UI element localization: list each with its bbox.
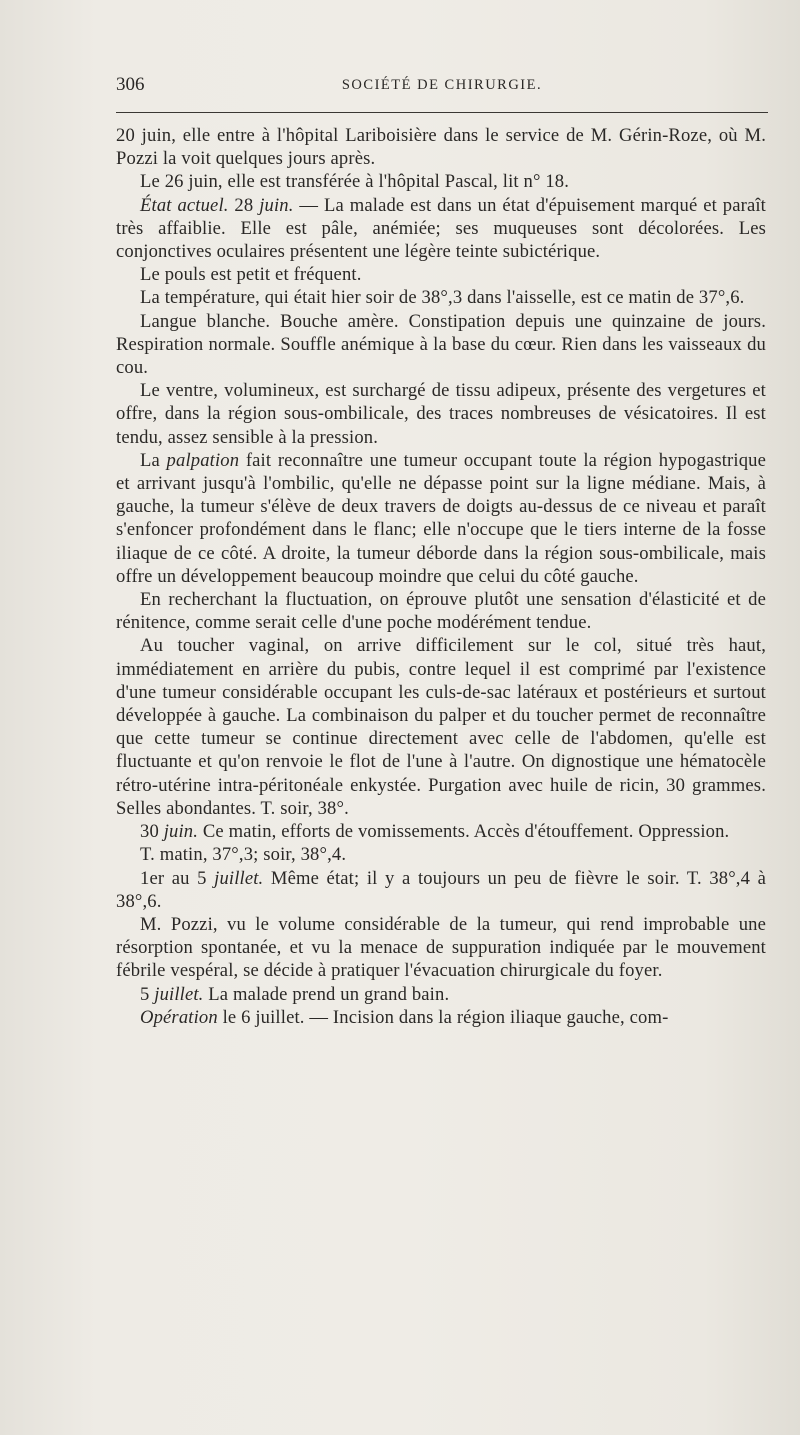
paragraph (116, 449, 766, 588)
paragraph (116, 1006, 766, 1029)
italic-text: juin. (163, 821, 199, 843)
italic-text: juillet. (214, 867, 264, 889)
paragraph (116, 913, 766, 983)
page-header (116, 74, 768, 96)
italic-text: juin. (259, 194, 294, 216)
text-run: 20 juin, elle entre à l'hôpital Lariboisière dans le service de M. Gérin-Roze, où M. Pozzi la voit quelques jours après. (116, 125, 766, 170)
italic-text: juillet. (154, 983, 204, 1005)
paragraph (116, 843, 766, 866)
running-title: SOCIÉTÉ DE CHIRURGIE. (341, 77, 543, 93)
text-run: En recherchant la fluctuation, on éprouve plutôt une sensation d'élasticité et de rénitence, comme serait celle d'une poche modérément tendue. (116, 589, 766, 634)
text-run: le 6 juillet. — Incision dans la région iliaque gauche, com- (217, 1006, 669, 1028)
paragraph (116, 194, 766, 264)
text-run: 28 (228, 194, 260, 216)
italic-text: État actuel. (140, 194, 229, 216)
text-run: La température, qui était hier soir de 38°,3 dans l'aisselle, est ce matin de 37°,6. (140, 287, 745, 309)
text-run: 30 (140, 821, 164, 843)
text-run: 5 (140, 983, 155, 1005)
paragraph (116, 286, 766, 309)
body-text (116, 124, 766, 1029)
italic-text: Opération (140, 1006, 218, 1028)
text-run: T. matin, 37°,3; soir, 38°,4. (140, 844, 347, 866)
text-run: Le ventre, volumineux, est surchargé de tissu adipeux, présente des vergetures et offre, dans la région sous-ombilicale, des traces nombreuses de vésicatoires. Il est tendu, assez sensible à la pression. (116, 380, 766, 448)
text-run: M. Pozzi, vu le volume considérable de la tumeur, qui rend improbable une résorption spontanée, et vu la menace de suppuration indiquée par le mouvement fébrile vespéral, se décide à pratiquer l'évacuation chirurgicale du foyer. (116, 913, 766, 982)
paragraph (116, 124, 766, 170)
paragraph (116, 379, 766, 449)
text-run: fait reconnaître une tumeur occupant toute la région hypogastrique et arrivant jusqu'à l'ombilic, qu'elle ne dépasse point sur la ligne médiane. Mais, à gauche, la tumeur s'élève de deux travers de doigts au-dessus de ce niveau et paraît s'enfoncer profondément dans le flanc; elle n'occupe que le tiers interne de la fosse iliaque de ce côté. A droite, la tumeur déborde dans la région sous-ombilicale, mais offre un développement beaucoup moindre que celui du côté gauche. (116, 449, 766, 587)
page-number: 306 (116, 74, 145, 95)
paragraph (116, 310, 766, 380)
header-rule (116, 112, 768, 113)
text-run: Même état; il y a toujours un peu de fièvre le soir. T. 38°,4 à 38°,6. (116, 867, 766, 912)
text-run: La malade prend un grand bain. (203, 983, 450, 1005)
paragraph (116, 820, 766, 843)
paragraph (116, 983, 766, 1006)
text-run: Au toucher vaginal, on arrive difficilement sur le col, situé très haut, immédiatement en arrière du pubis, contre lequel il est comprimé par l'existence d'une tumeur considérable occupant les culs-de-sac latéraux et postérieurs et surtout développée à gauche. La combinaison du palper et du toucher permet de reconnaître que cette tumeur se continue directement avec celle de l'abdomen, qu'elle est fluctuante et qu'on renvoie le flot de l'une à l'autre. On dignostique une hématocèle rétro-utérine intra-péritonéale enkystée. Purgation avec huile de ricin, 30 grammes. Selles abondantes. T. soir, 38°. (116, 635, 766, 819)
paragraph (116, 263, 766, 286)
text-run: — La malade est dans un état d'épuisement marqué et paraît très affaiblie. Elle est pâle, anémiée; ses muqueuses sont décolorées. Les conjonctives oculaires présentent une légère teinte subictérique. (116, 194, 766, 263)
italic-text: palpation (166, 449, 240, 471)
paragraph (116, 867, 766, 913)
paragraph (116, 170, 766, 193)
text-run: Le pouls est petit et fréquent. (140, 264, 362, 286)
paragraph (116, 634, 766, 820)
text-run: Langue blanche. Bouche amère. Constipation depuis une quinzaine de jours. Respiration normale. Souffle anémique à la base du cœur. Rien dans les vaisseaux du cou. (116, 310, 766, 379)
text-run: 1er au 5 (140, 867, 215, 889)
text-run: La (140, 449, 167, 471)
text-run: Ce matin, efforts de vomissements. Accès d'étouffement. Oppression. (198, 821, 730, 843)
text-run: Le 26 juin, elle est transférée à l'hôpital Pascal, lit n° 18. (140, 171, 570, 193)
paragraph (116, 588, 766, 634)
